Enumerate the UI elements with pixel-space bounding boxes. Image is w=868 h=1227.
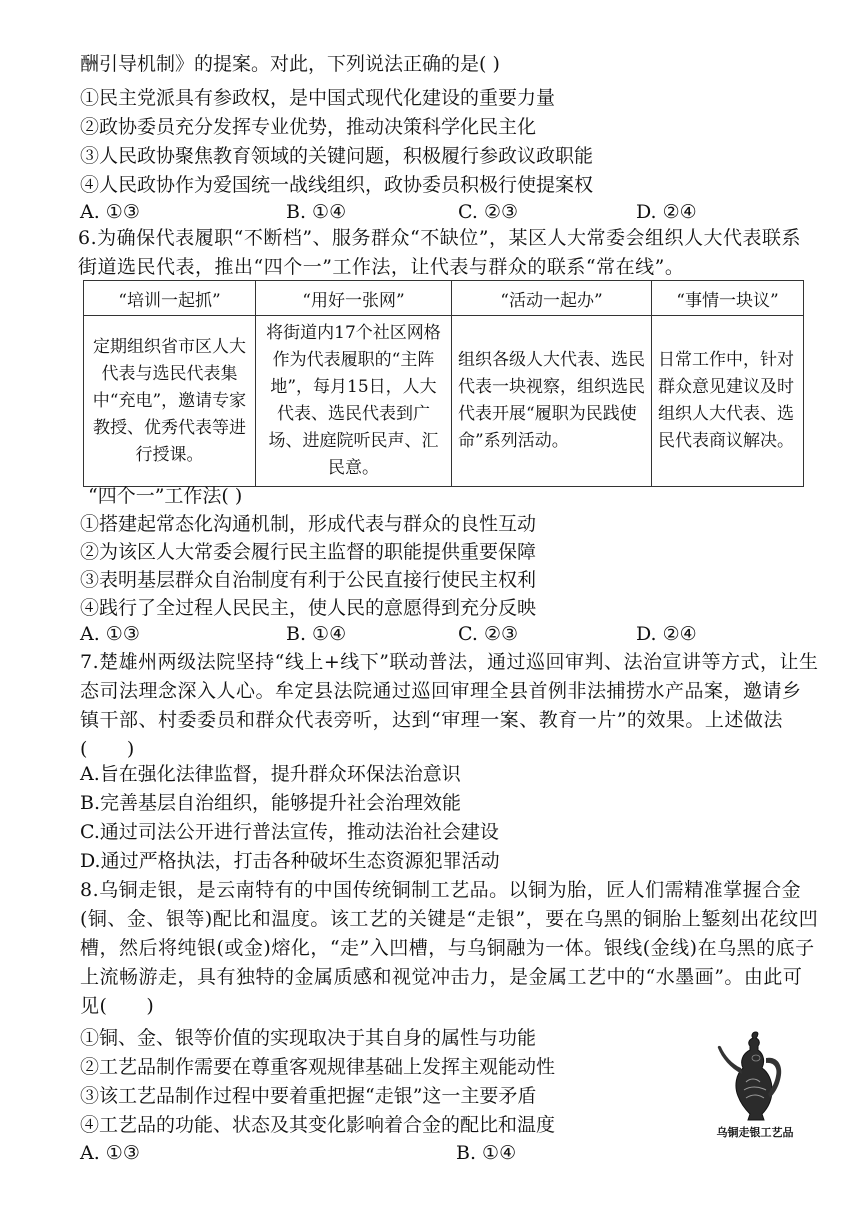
q5-choice-b[interactable]: B. ①④ [286, 201, 347, 223]
q8-item-3: ③该工艺品制作过程中要着重把握“走银”这一主要矛盾 [80, 1085, 537, 1107]
q8-choices [80, 1139, 780, 1167]
q5-item-3: ③人民政协聚焦教育领域的关键问题，积极履行参政议政职能 [80, 145, 594, 167]
q5-item-1: ①民主党派具有参政权，是中国式现代化建设的重要力量 [80, 87, 556, 109]
q8-stem: 8.乌铜走银，是云南特有的中国传统铜制工艺品。以铜为胎，匠人们需精准掌握合金(铜、金、银等)配比和温度。该工艺的关键是“走银”，要在乌黑的铜胎上錾刻出花纹凹槽，然后将纯银(或金)熔化，“走”入凹槽，与乌铜融为一体。银线(金线)在乌黑的底子上流畅游走，具有独特的金属质感和视觉冲击力，是金属工艺中的“水墨画”。由此可见( ) [80, 879, 819, 1017]
q6-choices [80, 620, 780, 648]
q6-choice-b[interactable]: B. ①④ [286, 623, 347, 645]
q5-item-4: ④人民政协作为爱国统一战线组织，政协委员积极行使提案权 [80, 174, 594, 196]
q6-item-2: ②为该区人大常委会履行民主监督的职能提供重要保障 [80, 541, 537, 563]
q8-item-2: ②工艺品制作需要在尊重客观规律基础上发挥主观能动性 [80, 1056, 556, 1078]
q6-table-cell: 日常工作中，针对群众意见建议及时组织人大代表、选民代表商议解决。 [652, 316, 804, 487]
q8-choice-a[interactable]: A. ①③ [80, 1142, 140, 1164]
q6-item-4: ④践行了全过程人民民主，使人民的意愿得到充分反映 [80, 597, 537, 619]
q6-choice-d[interactable]: D. ②④ [636, 623, 697, 645]
q6-stem: 6.为确保代表履职“不断档”、服务群众“不缺位”，某区人大常委会组织人大代表联系街道选民代表，推出“四个一”工作法，让代表与群众的联系“常在线”。 [78, 227, 801, 278]
q5-item-2: ②政协委员充分发挥专业优势，推动决策科学化民主化 [80, 116, 537, 138]
q6-choice-c[interactable]: C. ②③ [458, 623, 519, 645]
q7-option-b[interactable]: B.完善基层自治组织，能够提升社会治理效能 [80, 792, 462, 814]
q5-choices [80, 198, 780, 226]
q6-table-header: “用好一张网” [256, 281, 452, 316]
q6-table-cell: 定期组织省市区人大代表与选民代表集中“充电”，邀请专家教授、优秀代表等进行授课。 [84, 316, 256, 487]
q6-table-header: “培训一起抓” [84, 281, 256, 316]
q6-table-cell: 将街道内17个社区网格作为代表履职的“主阵地”，每月15日，人大代表、选民代表到广场、进庭院听民声、汇民意。 [256, 316, 452, 487]
q7-stem: 7.楚雄州两级法院坚持“线上+线下”联动普法，通过巡回审判、法治宣讲等方式，让生态司法理念深入人心。牟定县法院通过巡回审理全县首例非法捕捞水产品案，邀请乡镇干部、村委委员和群众代表旁听，达到“审理一案、教育一片”的效果。上述做法( ) [80, 651, 819, 760]
q5-choice-c[interactable]: C. ②③ [458, 201, 519, 223]
q6-table-header: “活动一起办” [452, 281, 652, 316]
q6-table-header: “事情一块议” [652, 281, 804, 316]
q6-item-3: ③表明基层群众自治制度有利于公民直接行使民主权利 [80, 569, 537, 591]
teapot-caption: 乌铜走银工艺品 [716, 1126, 794, 1139]
q7-option-a[interactable]: A.旨在强化法律监督，提升群众环保法治意识 [80, 763, 461, 785]
q7-option-c[interactable]: C.通过司法公开进行普法宣传，推动法治社会建设 [80, 821, 499, 843]
q5-stem-tail: 酬引导机制》的提案。对此，下列说法正确的是( ) [80, 53, 500, 75]
q6-item-1: ①搭建起常态化沟通机制，形成代表与群众的良性互动 [80, 513, 537, 535]
q7-option-d[interactable]: D.通过严格执法，打击各种破坏生态资源犯罪活动 [80, 850, 500, 872]
q6-choice-a[interactable]: A. ①③ [80, 623, 140, 645]
q6-table-cell: 组织各级人大代表、选民代表一块视察，组织选民代表开展“履职为民践使命”系列活动。 [452, 316, 652, 487]
q6-table-header-row [84, 281, 804, 316]
q6-table-row [84, 316, 804, 487]
q6-table [83, 280, 804, 487]
copper-silver-teapot-image [712, 1028, 792, 1123]
q5-choice-a[interactable]: A. ①③ [80, 201, 140, 223]
q6-ask: “四个一”工作法( ) [88, 485, 243, 507]
q8-item-1: ①铜、金、银等价值的实现取决于其自身的属性与功能 [80, 1027, 537, 1049]
q5-choice-d[interactable]: D. ②④ [636, 201, 697, 223]
q8-choice-b[interactable]: B. ①④ [456, 1142, 517, 1164]
q8-item-4: ④工艺品的功能、状态及其变化影响着合金的配比和温度 [80, 1114, 556, 1136]
